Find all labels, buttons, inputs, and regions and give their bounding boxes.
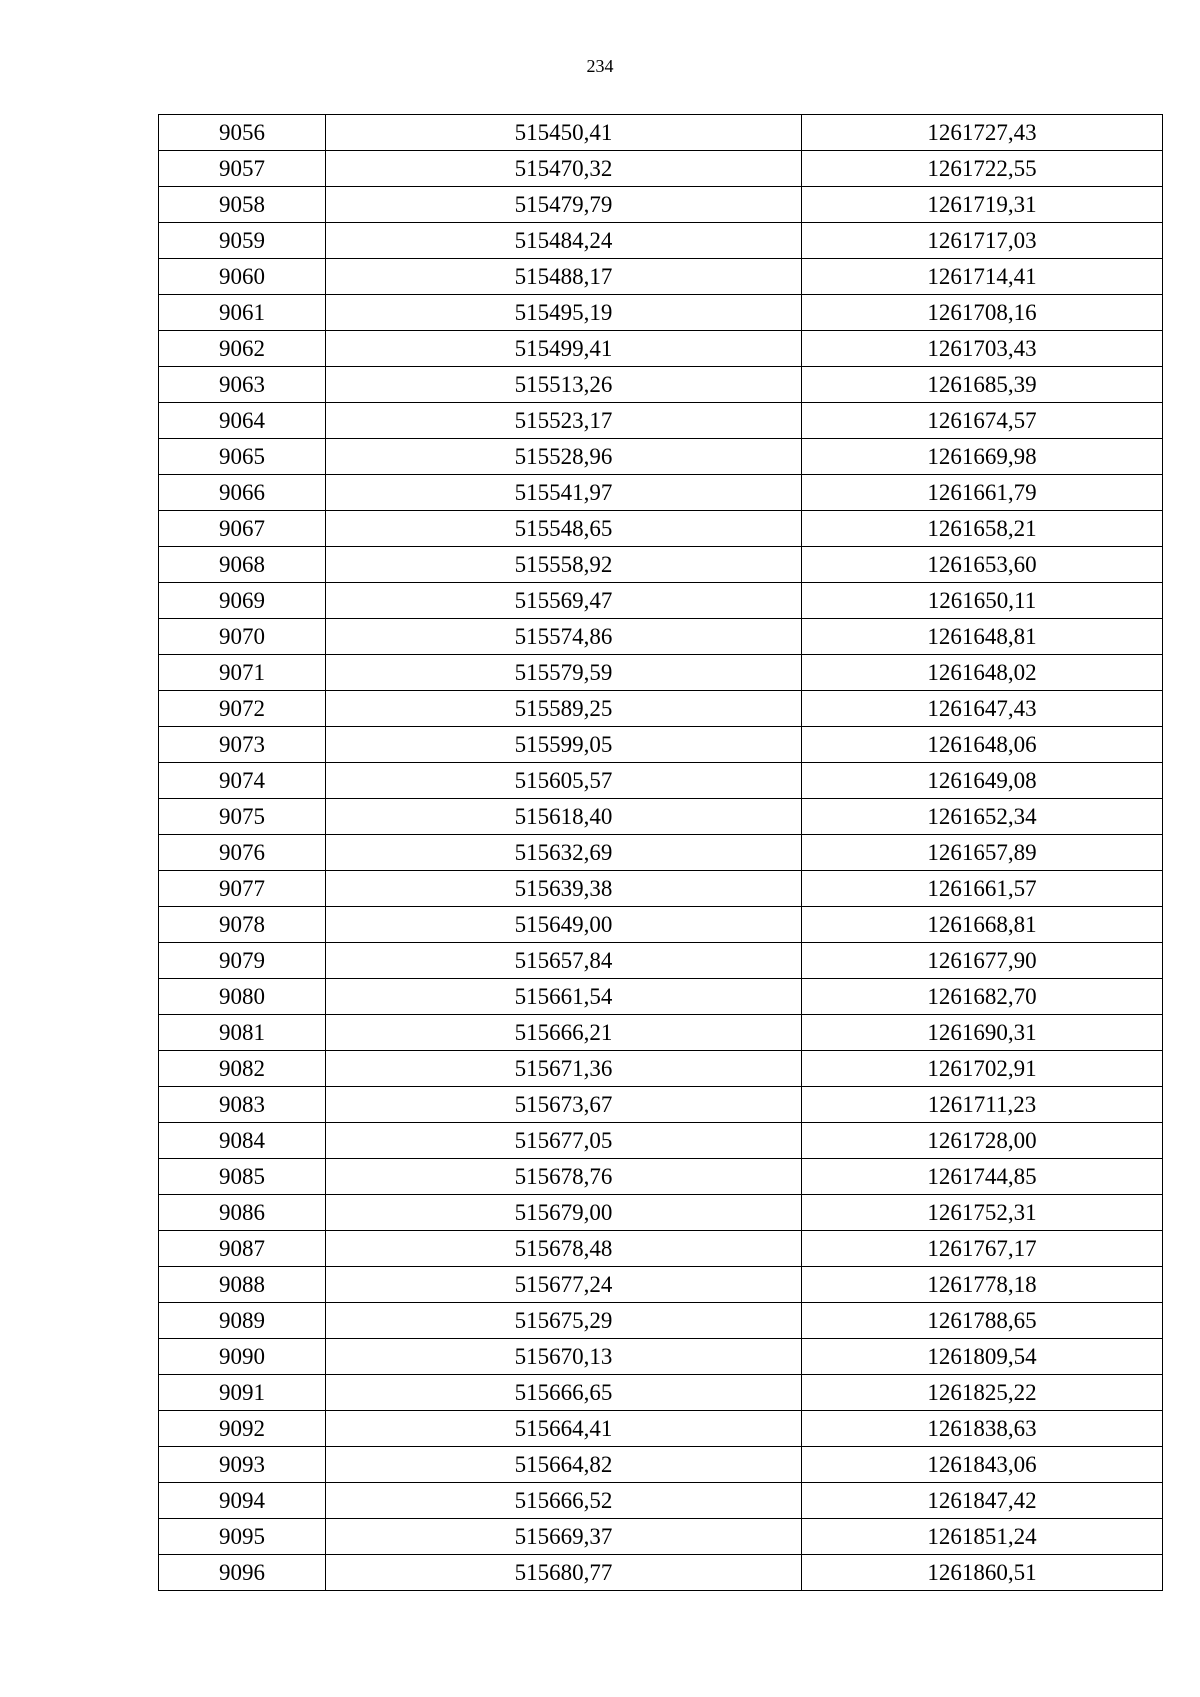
x-coordinate-cell: 515678,48	[326, 1231, 802, 1267]
point-number-cell: 9077	[159, 871, 326, 907]
x-coordinate-cell: 515450,41	[326, 115, 802, 151]
point-number-cell: 9061	[159, 295, 326, 331]
y-coordinate-cell: 1261669,98	[802, 439, 1163, 475]
y-coordinate-cell: 1261860,51	[802, 1555, 1163, 1591]
x-coordinate-cell: 515541,97	[326, 475, 802, 511]
table-row	[159, 1087, 1163, 1123]
x-coordinate-cell: 515661,54	[326, 979, 802, 1015]
table-row	[159, 295, 1163, 331]
x-coordinate-cell: 515618,40	[326, 799, 802, 835]
y-coordinate-cell: 1261728,00	[802, 1123, 1163, 1159]
x-coordinate-cell: 515569,47	[326, 583, 802, 619]
point-number-cell: 9075	[159, 799, 326, 835]
table-row	[159, 1375, 1163, 1411]
table-row	[159, 1195, 1163, 1231]
y-coordinate-cell: 1261719,31	[802, 187, 1163, 223]
x-coordinate-cell: 515499,41	[326, 331, 802, 367]
y-coordinate-cell: 1261649,08	[802, 763, 1163, 799]
x-coordinate-cell: 515579,59	[326, 655, 802, 691]
point-number-cell: 9076	[159, 835, 326, 871]
point-number-cell: 9064	[159, 403, 326, 439]
table-row	[159, 799, 1163, 835]
table-row	[159, 619, 1163, 655]
y-coordinate-cell: 1261690,31	[802, 1015, 1163, 1051]
table-row	[159, 1447, 1163, 1483]
table-row	[159, 1303, 1163, 1339]
x-coordinate-cell: 515678,76	[326, 1159, 802, 1195]
table-row	[159, 1015, 1163, 1051]
y-coordinate-cell: 1261674,57	[802, 403, 1163, 439]
x-coordinate-cell: 515599,05	[326, 727, 802, 763]
table-row	[159, 151, 1163, 187]
x-coordinate-cell: 515669,37	[326, 1519, 802, 1555]
x-coordinate-cell: 515528,96	[326, 439, 802, 475]
x-coordinate-cell: 515558,92	[326, 547, 802, 583]
point-number-cell: 9074	[159, 763, 326, 799]
y-coordinate-cell: 1261744,85	[802, 1159, 1163, 1195]
point-number-cell: 9091	[159, 1375, 326, 1411]
point-number-cell: 9079	[159, 943, 326, 979]
point-number-cell: 9093	[159, 1447, 326, 1483]
y-coordinate-cell: 1261658,21	[802, 511, 1163, 547]
table-row	[159, 979, 1163, 1015]
x-coordinate-cell: 515495,19	[326, 295, 802, 331]
x-coordinate-cell: 515605,57	[326, 763, 802, 799]
table-row	[159, 727, 1163, 763]
table-row	[159, 547, 1163, 583]
point-number-cell: 9088	[159, 1267, 326, 1303]
table-row	[159, 871, 1163, 907]
point-number-cell: 9086	[159, 1195, 326, 1231]
x-coordinate-cell: 515589,25	[326, 691, 802, 727]
y-coordinate-cell: 1261708,16	[802, 295, 1163, 331]
x-coordinate-cell: 515548,65	[326, 511, 802, 547]
y-coordinate-cell: 1261685,39	[802, 367, 1163, 403]
x-coordinate-cell: 515675,29	[326, 1303, 802, 1339]
x-coordinate-cell: 515470,32	[326, 151, 802, 187]
y-coordinate-cell: 1261722,55	[802, 151, 1163, 187]
table-row	[159, 259, 1163, 295]
point-number-cell: 9081	[159, 1015, 326, 1051]
table-row	[159, 583, 1163, 619]
y-coordinate-cell: 1261648,06	[802, 727, 1163, 763]
x-coordinate-cell: 515673,67	[326, 1087, 802, 1123]
table-row	[159, 1555, 1163, 1591]
x-coordinate-cell: 515639,38	[326, 871, 802, 907]
point-number-cell: 9059	[159, 223, 326, 259]
y-coordinate-cell: 1261767,17	[802, 1231, 1163, 1267]
point-number-cell: 9080	[159, 979, 326, 1015]
point-number-cell: 9095	[159, 1519, 326, 1555]
table-row	[159, 1339, 1163, 1375]
point-number-cell: 9090	[159, 1339, 326, 1375]
x-coordinate-cell: 515574,86	[326, 619, 802, 655]
point-number-cell: 9085	[159, 1159, 326, 1195]
x-coordinate-cell: 515671,36	[326, 1051, 802, 1087]
x-coordinate-cell: 515666,21	[326, 1015, 802, 1051]
table-row	[159, 439, 1163, 475]
x-coordinate-cell: 515649,00	[326, 907, 802, 943]
y-coordinate-cell: 1261714,41	[802, 259, 1163, 295]
table-row	[159, 511, 1163, 547]
y-coordinate-cell: 1261648,02	[802, 655, 1163, 691]
point-number-cell: 9063	[159, 367, 326, 403]
table-row	[159, 1231, 1163, 1267]
y-coordinate-cell: 1261653,60	[802, 547, 1163, 583]
point-number-cell: 9073	[159, 727, 326, 763]
point-number-cell: 9068	[159, 547, 326, 583]
x-coordinate-cell: 515680,77	[326, 1555, 802, 1591]
y-coordinate-cell: 1261652,34	[802, 799, 1163, 835]
point-number-cell: 9067	[159, 511, 326, 547]
y-coordinate-cell: 1261702,91	[802, 1051, 1163, 1087]
y-coordinate-cell: 1261809,54	[802, 1339, 1163, 1375]
point-number-cell: 9066	[159, 475, 326, 511]
x-coordinate-cell: 515670,13	[326, 1339, 802, 1375]
table-row	[159, 367, 1163, 403]
x-coordinate-cell: 515513,26	[326, 367, 802, 403]
table-row	[159, 691, 1163, 727]
table-row	[159, 1267, 1163, 1303]
table-row	[159, 1051, 1163, 1087]
table-row	[159, 1411, 1163, 1447]
table-row	[159, 331, 1163, 367]
coordinates-table-body	[159, 115, 1163, 1591]
point-number-cell: 9084	[159, 1123, 326, 1159]
x-coordinate-cell: 515677,24	[326, 1267, 802, 1303]
y-coordinate-cell: 1261778,18	[802, 1267, 1163, 1303]
y-coordinate-cell: 1261648,81	[802, 619, 1163, 655]
point-number-cell: 9083	[159, 1087, 326, 1123]
y-coordinate-cell: 1261647,43	[802, 691, 1163, 727]
x-coordinate-cell: 515677,05	[326, 1123, 802, 1159]
table-row	[159, 115, 1163, 151]
x-coordinate-cell: 515488,17	[326, 259, 802, 295]
y-coordinate-cell: 1261677,90	[802, 943, 1163, 979]
point-number-cell: 9069	[159, 583, 326, 619]
y-coordinate-cell: 1261727,43	[802, 115, 1163, 151]
y-coordinate-cell: 1261838,63	[802, 1411, 1163, 1447]
point-number-cell: 9062	[159, 331, 326, 367]
table-row	[159, 1483, 1163, 1519]
point-number-cell: 9092	[159, 1411, 326, 1447]
x-coordinate-cell: 515632,69	[326, 835, 802, 871]
point-number-cell: 9078	[159, 907, 326, 943]
x-coordinate-cell: 515666,65	[326, 1375, 802, 1411]
point-number-cell: 9056	[159, 115, 326, 151]
y-coordinate-cell: 1261668,81	[802, 907, 1163, 943]
point-number-cell: 9071	[159, 655, 326, 691]
table-row	[159, 1123, 1163, 1159]
x-coordinate-cell: 515664,82	[326, 1447, 802, 1483]
table-row	[159, 763, 1163, 799]
point-number-cell: 9087	[159, 1231, 326, 1267]
table-row	[159, 907, 1163, 943]
point-number-cell: 9060	[159, 259, 326, 295]
y-coordinate-cell: 1261661,79	[802, 475, 1163, 511]
point-number-cell: 9065	[159, 439, 326, 475]
point-number-cell: 9070	[159, 619, 326, 655]
table-row	[159, 943, 1163, 979]
y-coordinate-cell: 1261661,57	[802, 871, 1163, 907]
y-coordinate-cell: 1261788,65	[802, 1303, 1163, 1339]
page-number: 234	[586, 56, 614, 76]
y-coordinate-cell: 1261717,03	[802, 223, 1163, 259]
table-row	[159, 655, 1163, 691]
x-coordinate-cell: 515657,84	[326, 943, 802, 979]
y-coordinate-cell: 1261711,23	[802, 1087, 1163, 1123]
table-row	[159, 835, 1163, 871]
x-coordinate-cell: 515479,79	[326, 187, 802, 223]
table-row	[159, 403, 1163, 439]
y-coordinate-cell: 1261682,70	[802, 979, 1163, 1015]
x-coordinate-cell: 515664,41	[326, 1411, 802, 1447]
table-row	[159, 475, 1163, 511]
table-row	[159, 1519, 1163, 1555]
y-coordinate-cell: 1261843,06	[802, 1447, 1163, 1483]
x-coordinate-cell: 515523,17	[326, 403, 802, 439]
y-coordinate-cell: 1261847,42	[802, 1483, 1163, 1519]
point-number-cell: 9094	[159, 1483, 326, 1519]
point-number-cell: 9082	[159, 1051, 326, 1087]
x-coordinate-cell: 515666,52	[326, 1483, 802, 1519]
y-coordinate-cell: 1261657,89	[802, 835, 1163, 871]
table-row	[159, 187, 1163, 223]
y-coordinate-cell: 1261825,22	[802, 1375, 1163, 1411]
table-row	[159, 223, 1163, 259]
table-row	[159, 1159, 1163, 1195]
point-number-cell: 9096	[159, 1555, 326, 1591]
y-coordinate-cell: 1261703,43	[802, 331, 1163, 367]
y-coordinate-cell: 1261752,31	[802, 1195, 1163, 1231]
y-coordinate-cell: 1261851,24	[802, 1519, 1163, 1555]
point-number-cell: 9057	[159, 151, 326, 187]
x-coordinate-cell: 515679,00	[326, 1195, 802, 1231]
y-coordinate-cell: 1261650,11	[802, 583, 1163, 619]
point-number-cell: 9058	[159, 187, 326, 223]
point-number-cell: 9089	[159, 1303, 326, 1339]
coordinates-table	[158, 114, 1163, 1591]
x-coordinate-cell: 515484,24	[326, 223, 802, 259]
point-number-cell: 9072	[159, 691, 326, 727]
